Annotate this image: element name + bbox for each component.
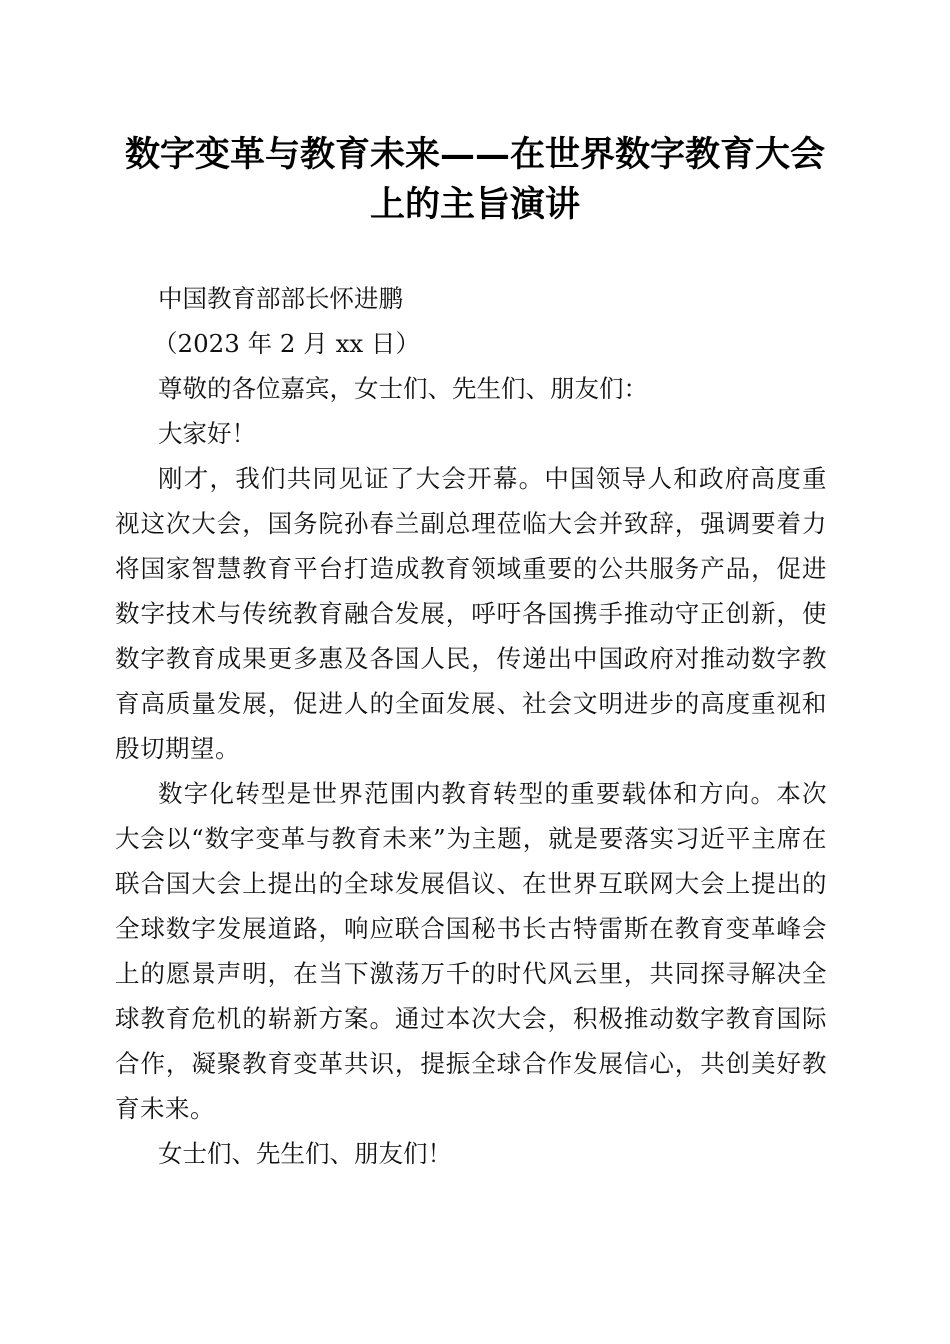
paragraph-2: 数字化转型是世界范围内教育转型的重要载体和方向。本次大会以“数字变革与教育未来”为主题，就是要落实习近平主席在联合国大会上提出的全球发展倡议、在世界互联网大会上提出的全球数字发展道路，响应联合国秘书长古特雷斯在教育变革峰会上的愿景声明，在当下激荡万千的时代风云里，共同探寻解决全球教育危机的崭新方案。通过本次大会，积极推动数字教育国际合作，凝聚教育变革共识，提振全球合作发展信心，共创美好教育未来。: [115, 779, 827, 1123]
speaker-line: 中国教育部部长怀进鹏: [158, 284, 403, 313]
document-title: [100, 130, 850, 230]
date-line: （2023 年 2 月 xx 日）: [153, 329, 421, 358]
title-line-2: 上的主旨演讲: [369, 184, 580, 225]
salutation: 尊敬的各位嘉宾，女士们、先生们、朋友们：: [158, 374, 648, 403]
title-line-1: 数字变革与教育未来——在世界数字教育大会: [124, 134, 825, 175]
closing-salutation: 女士们、先生们、朋友们！: [158, 1139, 452, 1168]
document-body: [115, 276, 827, 1176]
paragraph-1: 刚才，我们共同见证了大会开幕。中国领导人和政府高度重视这次大会，国务院孙春兰副总理莅临大会并致辞，强调要着力将国家智慧教育平台打造成教育领域重要的公共服务产品，促进数字技术与传统教育融合发展，呼吁各国携手推动守正创新，使数字教育成果更多惠及各国人民，传递出中国政府对推动数字教育高质量发展，促进人的全面发展、社会文明进步的高度重视和殷切期望。: [115, 464, 827, 763]
greeting: 大家好！: [158, 419, 256, 448]
